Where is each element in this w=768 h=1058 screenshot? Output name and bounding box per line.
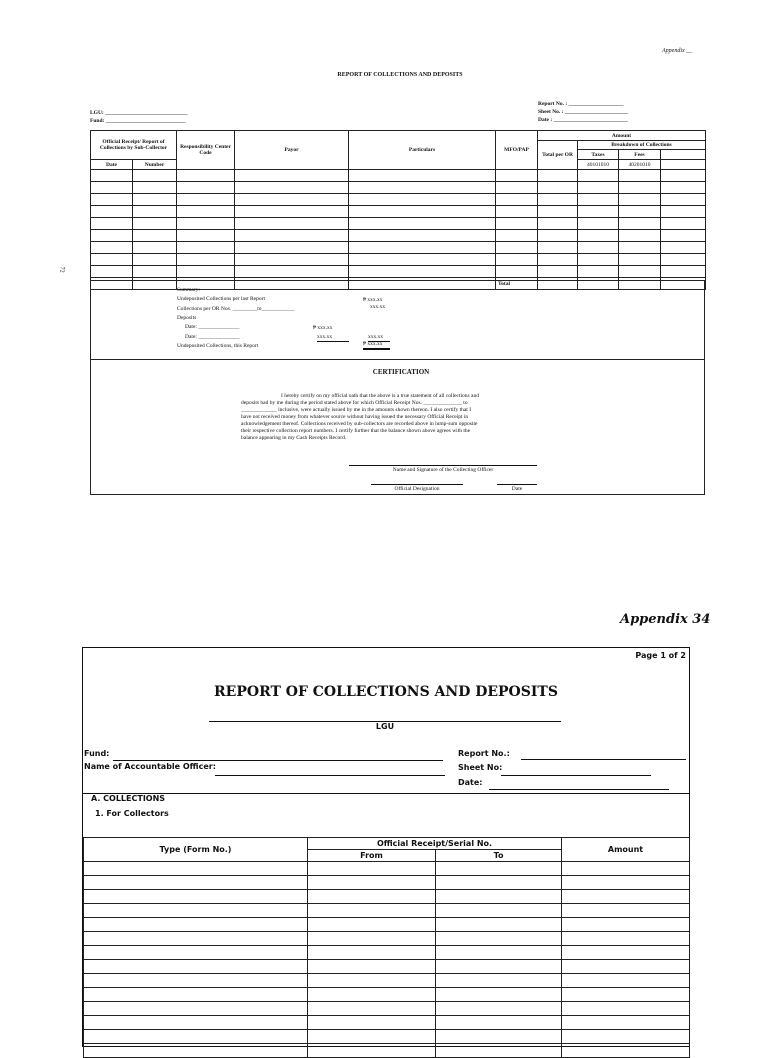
- bottom-sheet-no-label: Sheet No:: [458, 763, 503, 772]
- col-to-header: To: [436, 850, 562, 862]
- cert-line-2: deposits had by me during the period stated above for which Official Receipt Nos. ______________ to: [241, 400, 468, 406]
- table-row: [84, 932, 690, 946]
- report-no-field: Report No. : ____________________: [538, 101, 624, 107]
- certification-title: CERTIFICATION: [372, 368, 430, 376]
- table-row: [84, 862, 690, 876]
- section-a-label: A. COLLECTIONS: [91, 794, 166, 803]
- table-row: [84, 960, 690, 974]
- cert-line-7: balance appearing in my Cash Receipts Record.: [241, 435, 347, 441]
- header-date: Date: [91, 160, 133, 170]
- table-row: [91, 182, 706, 194]
- table-row: [91, 254, 706, 266]
- header-blank: [661, 150, 706, 160]
- table-row: [91, 218, 706, 230]
- undeposited-this-label: Undeposited Collections, this Report: [177, 343, 259, 349]
- fees-code: 40201010: [619, 160, 661, 170]
- bottom-date-label: Date:: [458, 778, 483, 787]
- table-row: [91, 242, 706, 254]
- table-row: [84, 876, 690, 890]
- undeposited-last-value: ₱ xxx.xx: [363, 297, 383, 303]
- collections-table: [90, 130, 706, 290]
- cert-line-4: have not received money from whatever source without having issued the necessary Official Receipt in: [241, 414, 469, 420]
- undeposited-this-value: ₱ xxx.xx: [363, 341, 390, 350]
- col-from-header: From: [308, 850, 436, 862]
- deposits-label: Deposits: [177, 315, 197, 321]
- cert-line-5: acknowledgement thereof. Collections received by sub-collectors are recorded above in lump-sum opposite: [241, 421, 478, 427]
- table-row: [84, 1002, 690, 1016]
- page-indicator: Page 1 of 2: [635, 651, 686, 660]
- table-row: [84, 1016, 690, 1030]
- header-fees: Fees: [619, 150, 661, 160]
- undeposited-last-label: Undeposited Collections per last Report: [177, 296, 265, 302]
- cert-line-3: _____________ inclusive, were actually issued by me in the amounts shown thereon. I also certify that I: [241, 407, 472, 413]
- lgu-label: LGU: [375, 722, 395, 731]
- deposits-total-value: xxx.xx: [368, 334, 390, 342]
- designation-label: Official Designation: [394, 486, 440, 492]
- collections-divider: [83, 793, 689, 794]
- table-row: [84, 1030, 690, 1044]
- table-row: [91, 206, 706, 218]
- deposit-date-2: Date: _______________: [185, 334, 240, 340]
- table-row: [84, 904, 690, 918]
- header-number: Number: [133, 160, 177, 170]
- date-field: Date : ___________________________: [538, 117, 628, 123]
- code-blank: [661, 160, 706, 170]
- page-number: 72: [58, 266, 65, 273]
- collectors-table: [83, 837, 690, 1058]
- lgu-field: LGU: ______________________________: [90, 110, 188, 116]
- date-line: [497, 484, 537, 485]
- collections-per-or-label: Collections per OR Nos. _________to____________: [177, 306, 295, 312]
- signature-label: Name and Signature of the Collecting Officer: [392, 467, 494, 473]
- fund-label: Fund:: [84, 749, 110, 758]
- report-no-line: [521, 759, 686, 760]
- appendix-34-label: Appendix 34: [620, 612, 711, 627]
- col-amount-header: Amount: [562, 838, 690, 862]
- total-label: Total: [496, 278, 538, 290]
- appendix-label: Appendix __: [662, 48, 693, 54]
- deposit-date-1: Date: _______________: [185, 324, 240, 330]
- col-or-header: Official Receipt/Serial No.: [308, 838, 562, 850]
- col-type-header: Type (Form No.): [84, 838, 308, 862]
- table-row: [91, 266, 706, 278]
- fund-field: Fund: _____________________________: [90, 118, 186, 124]
- header-payor: Payor: [235, 131, 349, 170]
- table-row: [84, 946, 690, 960]
- table-row: [84, 1044, 690, 1058]
- collections-value: xxx.xx: [370, 304, 386, 310]
- officer-line: [215, 775, 445, 776]
- header-rcc: Responsibility Center Code: [177, 131, 235, 170]
- fund-line: [113, 760, 443, 761]
- table-row: [91, 194, 706, 206]
- header-amount: Amount: [538, 131, 706, 141]
- summary-certification-box: [90, 280, 705, 495]
- section-1-label: 1. For Collectors: [95, 809, 169, 818]
- designation-line: [371, 484, 463, 485]
- section-divider: [91, 359, 704, 360]
- header-breakdown: Breakdown of Collections: [578, 141, 706, 150]
- table-row: [84, 890, 690, 904]
- header-total-per-or: Total per OR: [538, 141, 578, 170]
- header-or: Official Receipt/ Report of Collections by Sub-Collector: [91, 131, 177, 160]
- header-mfo-pap: MFO/PAP: [496, 131, 538, 170]
- table-row: [84, 918, 690, 932]
- cert-line-6: their respective collection report numbers. I certify further that the balance shown above agrees with the: [241, 428, 471, 434]
- table-row: [84, 988, 690, 1002]
- cert-line-1: I hereby certify on my official oath that the above is a true statement of all collections and: [281, 393, 479, 399]
- bottom-report-title: REPORT OF COLLECTIONS AND DEPOSITS: [214, 684, 558, 700]
- accountable-officer-label: Name of Accountable Officer:: [84, 762, 216, 771]
- sheet-no-field: Sheet No. : _______________________: [538, 109, 629, 115]
- report-title: REPORT OF COLLECTIONS AND DEPOSITS: [337, 72, 463, 78]
- table-row: [91, 170, 706, 182]
- deposit-1-value: ₱ xxx.xx: [313, 325, 333, 331]
- bottom-report-no-label: Report No.:: [458, 749, 510, 758]
- report-form-bottom: [82, 647, 690, 1047]
- date-label: Date: [511, 486, 523, 492]
- summary-label: Summary:: [177, 287, 200, 293]
- sheet-no-line: [501, 775, 651, 776]
- signature-line: [349, 465, 537, 466]
- header-particulars: Particulars: [349, 131, 496, 170]
- table-row: [91, 230, 706, 242]
- bottom-date-line: [489, 789, 669, 790]
- deposit-2-value: xxx.xx: [317, 334, 349, 342]
- header-taxes: Taxes: [578, 150, 619, 160]
- table-row: [84, 974, 690, 988]
- taxes-code: 40101010: [578, 160, 619, 170]
